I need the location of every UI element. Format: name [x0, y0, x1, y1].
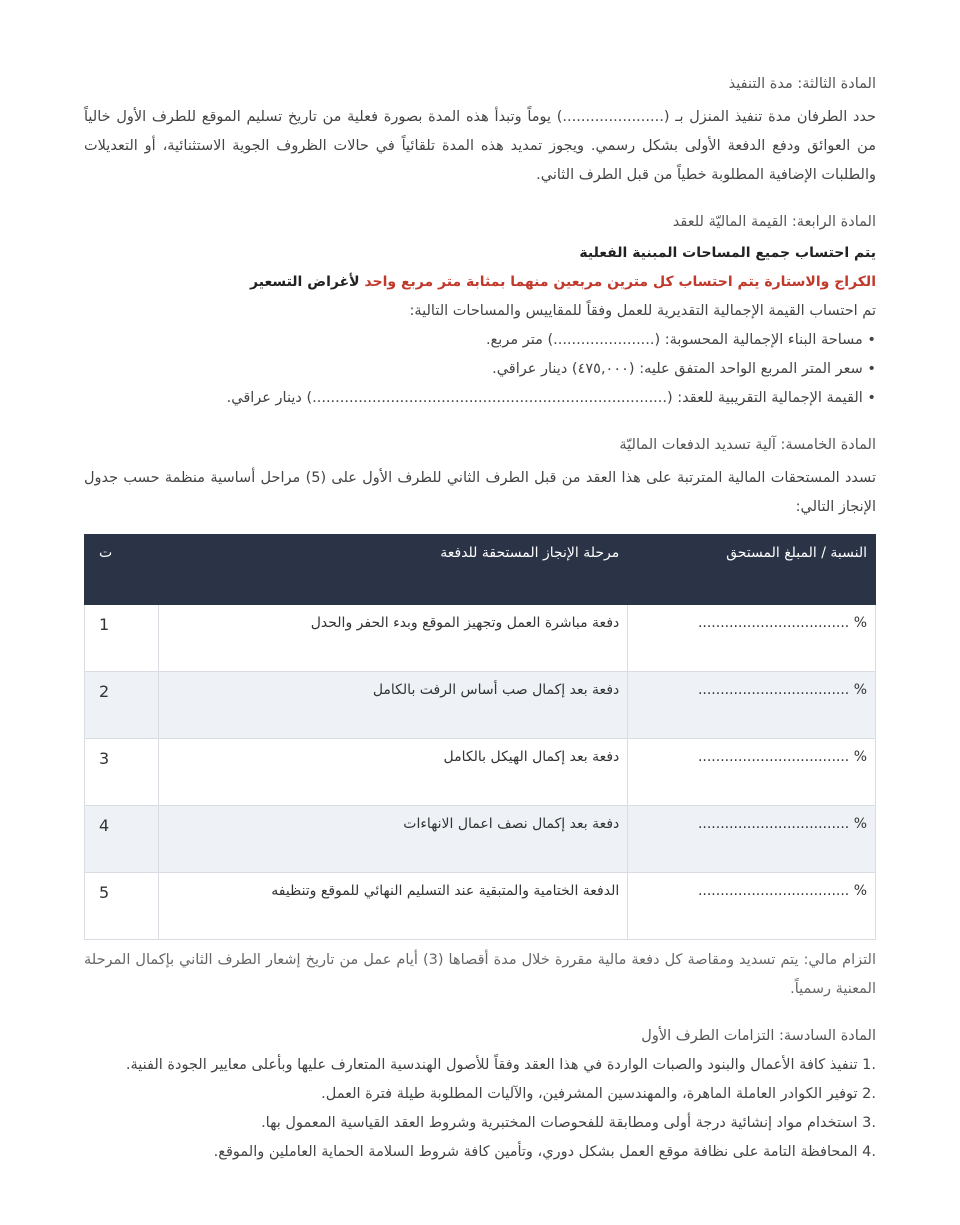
row-amount: % .................................. — [628, 806, 876, 873]
article4-title: المادة الرابعة: القيمة الماليّة للعقد — [672, 214, 876, 230]
row-amount: % .................................. — [628, 873, 876, 940]
row-amount: % .................................. — [628, 739, 876, 806]
row-stage: دفعة بعد إكمال صب أساس الرفت بالكامل — [159, 672, 628, 739]
row-stage: دفعة مباشرة العمل وتجهيز الموقع وبدء الحفر والحدل — [159, 605, 628, 672]
table-row — [85, 672, 876, 739]
garage-black-text: لأغراض التسعير — [250, 274, 365, 290]
row-number: 2 — [85, 672, 159, 739]
garage-line — [84, 268, 876, 297]
estimate-intro: تم احتساب القيمة الإجمالية التقديرية للعمل وفقاً للمقاييس والمساحات التالية: — [409, 303, 876, 319]
header-stage: مرحلة الإنجاز المستحقة للدفعة — [159, 535, 628, 605]
row-stage: الدفعة الختامية والمتبقية عند التسليم النهائي للموقع وتنظيفه — [159, 873, 628, 940]
row-number: 4 — [85, 806, 159, 873]
row-amount: % .................................. — [628, 672, 876, 739]
row-number: 3 — [85, 739, 159, 806]
list-item: .3 استخدام مواد إنشائية درجة أولى ومطابقة للفحوصات المختبرية وشروط العقد القياسية المعمول بها. — [261, 1115, 876, 1131]
article5-title: المادة الخامسة: آلية تسديد الدفعات الماليّة — [619, 437, 876, 453]
row-stage: دفعة بعد إكمال نصف اعمال الانهاءات — [159, 806, 628, 873]
built-areas-text: يتم احتساب جميع المساحات المبنية الفعلية — [579, 245, 876, 261]
payment-schedule-table — [84, 534, 876, 940]
row-stage: دفعة بعد إكمال الهيكل بالكامل — [159, 739, 628, 806]
table-row — [85, 739, 876, 806]
article6-title: المادة السادسة: التزامات الطرف الأول — [641, 1028, 876, 1044]
bullet-area: • مساحة البناء الإجمالية المحسوبة: (......................) متر مربع. — [84, 326, 876, 355]
row-number: 5 — [85, 873, 159, 940]
row-amount: % .................................. — [628, 605, 876, 672]
list-item: .1 تنفيذ كافة الأعمال والبنود والصبات الواردة في هذا العقد وفقاً للأصول الهندسية المتعارف عليها وبأعلى معايير الجودة الفنية. — [125, 1057, 876, 1073]
list-item: .4 المحافظة التامة على نظافة موقع العمل بشكل دوري، وتأمين كافة شروط السلامة الحماية العاملين والموقع. — [213, 1144, 876, 1160]
row-number: 1 — [85, 605, 159, 672]
bullet-total: • القيمة الإجمالية التقريبية للعقد: (.............................................................................) دينار عراقي. — [84, 384, 876, 413]
article3-body: حدد الطرفان مدة تنفيذ المنزل بـ (......................) يوماً وتبدأ هذه المدة بصورة فعلية من تاريخ تسليم الموقع للطرف الأول خالياً من العوائق ودفع الدفعة الأولى بشكل رسمي. ويجوز تمديد هذه المدة تلقائياً في حالات الظروف الجوية الاستثنائية، أو التعديلات والطلبات الإضافية المطلوبة خطياً من قبل الطرف الثاني. — [84, 109, 876, 183]
obligations-list — [84, 1051, 876, 1167]
header-amount: النسبة / المبلغ المستحق — [628, 535, 876, 605]
article3-title: المادة الثالثة: مدة التنفيذ — [728, 76, 876, 92]
table-row — [85, 806, 876, 873]
garage-red-text: الكراج والاستارة يتم احتساب كل مترين مربعين منهما بمثابة متر مربع واحد — [364, 274, 876, 290]
table-row — [85, 605, 876, 672]
table-header-row — [85, 535, 876, 605]
financial-commitment-note: التزام مالي: يتم تسديد ومقاصة كل دفعة مالية مقررة خلال مدة أقصاها (3) أيام عمل من تاريخ إشعار الطرف الثاني بإكمال المرحلة المعنية رسمياً. — [84, 952, 876, 997]
table-row — [85, 873, 876, 940]
header-no: ت — [85, 535, 159, 605]
built-areas-line — [84, 239, 876, 268]
bullet-price: • سعر المتر المربع الواحد المتفق عليه: (٤٧٥,٠٠٠) دينار عراقي. — [84, 355, 876, 384]
list-item: .2 توفير الكوادر العاملة الماهرة، والمهندسين المشرفين، والآليات المطلوبة طيلة فترة العمل. — [321, 1086, 876, 1102]
article5-body: تسدد المستحقات المالية المترتبة على هذا العقد من قبل الطرف الثاني للطرف الأول على (5) مراحل أساسية منظمة حسب جدول الإنجاز التالي: — [84, 470, 877, 515]
